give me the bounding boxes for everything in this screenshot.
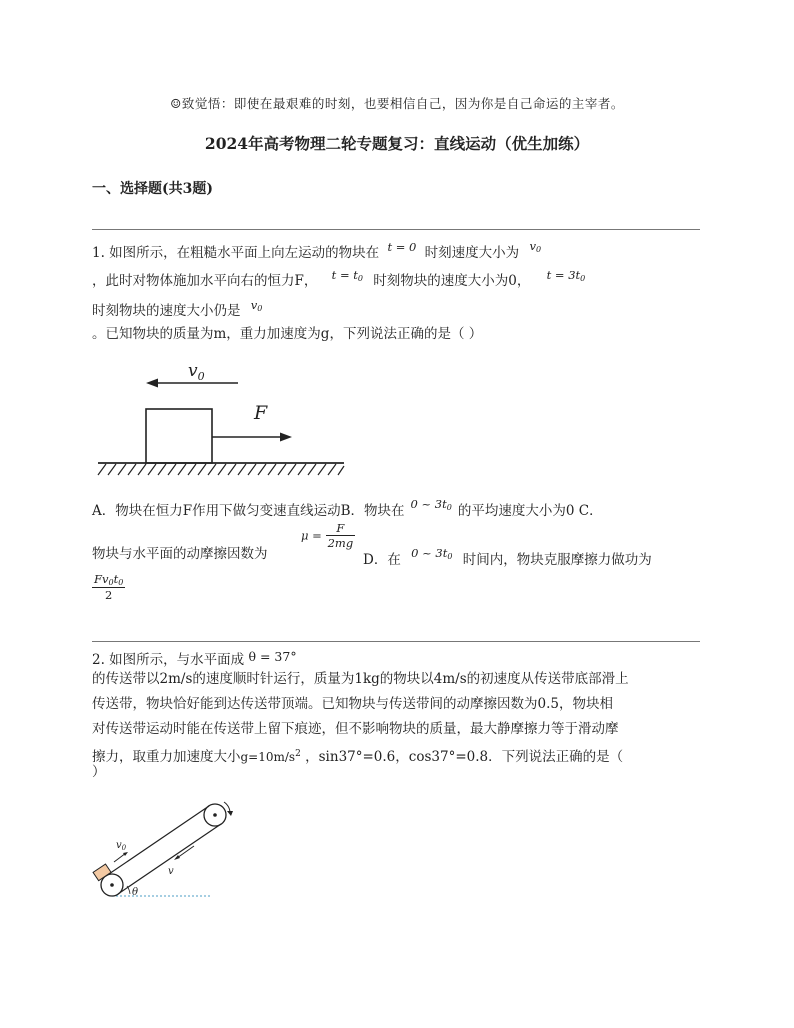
q2-text: 2. 如图所示，与水平面成 (92, 652, 245, 668)
math-t-eq-0: t = 0 (387, 240, 417, 254)
math-v0: $v_0$ (529, 239, 542, 254)
option-b: B．物块在 0 ~ $3t_0$ 的平均速度大小为0 (340, 497, 575, 519)
fig-theta-label: θ (132, 887, 139, 898)
math-mu-formula: μ = $\frac{F}{2mg}$ (301, 521, 354, 550)
block (146, 409, 212, 463)
q1-figure-block-on-floor (92, 355, 352, 480)
fig-v0-label: $v_0$ (116, 840, 127, 852)
q2-text: 擦力，取重力加速度大小 (92, 749, 241, 765)
rotation-arrow-icon (227, 811, 233, 816)
option-a: A．物块在恒力F作用下做匀变速直线运动 (92, 503, 341, 519)
motto-text: ☺致觉悟：即使在最艰难的时刻，也要相信自己，因为你是自己命运的主宰者。 (170, 96, 624, 111)
math-range-0-3t0: 0 ~ $3t_0$ (411, 546, 453, 561)
q2-text: 的传送带以2m/s的速度顺时针运行，质量为1kg的物块以4m/s的初速度从传送带底部滑上 (92, 671, 629, 687)
math-t-eq-3t0: $t = 3t_0$ (546, 268, 586, 283)
math-theta-37: θ = 37° (248, 649, 297, 664)
math-v0: $v_0$ (250, 298, 263, 313)
q2-text: 对传送带运动时能在传送带上留下痕迹，但不影响物块的质量，最大静摩擦力等于滑动摩 (92, 721, 619, 737)
belt-lower (118, 824, 221, 894)
section-heading: 一、选择题(共3题) (92, 181, 213, 197)
math-g-value: $g=10m/s^2$ (240, 749, 301, 764)
page-title: 2024年高考物理二轮专题复习：直线运动（优生加练） (204, 134, 590, 153)
math-range-0-3t0: 0 ~ $3t_0$ (410, 497, 452, 512)
q2-figure-conveyor (90, 790, 250, 910)
floor-hatching (98, 464, 344, 475)
fig-v0-label: $v_0$ (188, 361, 205, 383)
option-d-text: 时间内，物块克服摩擦力做功为 (462, 552, 652, 568)
q1-text: ，此时对物体施加水平向右的恒力F， (92, 273, 318, 289)
fig-F-label: F (254, 402, 268, 424)
math-work-fraction: $\frac{Fv_0t_0}{2}$ (94, 572, 124, 602)
q1-text: 。已知物块的质量为m，重力加速度为g，下列说法正确的是（ ） (92, 326, 483, 342)
divider (92, 229, 700, 230)
option-d: D．在 (363, 552, 401, 568)
option-c: 物块与水平面的动摩擦因数为 (92, 546, 268, 562)
divider (92, 641, 700, 642)
q1-text: 时刻物块的速度大小为0， (373, 273, 531, 289)
q2-text: 传送带，物块恰好能到达传送带顶端。已知物块与传送带间的动摩擦因数为0.5，物块相 (92, 696, 613, 712)
q2-text: ） (92, 764, 106, 780)
q1-text: 时刻物块的速度大小仍是 (92, 303, 241, 319)
q1-text: 时刻速度大小为 (424, 245, 520, 261)
math-t-eq-t0: $t = t_0$ (331, 268, 363, 283)
fig-v-label: v (168, 866, 174, 877)
option-c-marker: C． (578, 503, 603, 519)
q1-text: 1. 如图所示，在粗糙水平面上向左运动的物块在 (92, 245, 380, 261)
q2-text: ，sin37°=0.6，cos37°=0.8．下列说法正确的是（ (305, 749, 624, 765)
